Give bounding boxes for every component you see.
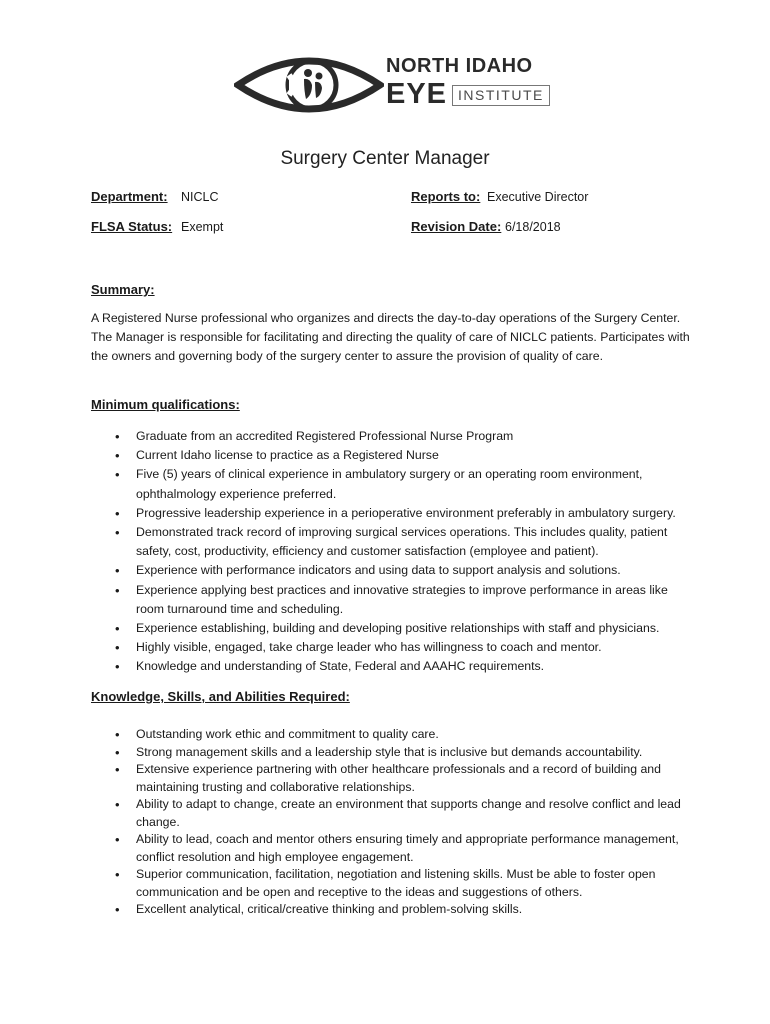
list-item: • Progressive leadership experience in a perioperative environment preferably in ambulatory surgery. [91, 504, 691, 523]
department-label: Department: [91, 189, 168, 204]
list-item: • Ability to lead, coach and mentor others ensuring timely and appropriate performance management, conflict resolution and high employee engagement. [91, 831, 691, 866]
north-idaho-eye-institute-logo [234, 45, 544, 125]
list-item: • Knowledge and understanding of State, Federal and AAAHC requirements. [91, 657, 691, 676]
eye-logo-icon [234, 45, 384, 125]
list-item: • Highly visible, engaged, take charge leader who has willingness to coach and mentor. [91, 638, 691, 657]
list-item: • Experience applying best practices and innovative strategies to improve performance in areas like room turnaround time and scheduling. [91, 581, 691, 619]
flsa-status-value: Exempt [181, 220, 224, 234]
list-item: • Excellent analytical, critical/creative thinking and problem-solving skills. [91, 901, 691, 919]
qualifications-list [91, 427, 691, 677]
list-item: • Five (5) years of clinical experience in ambulatory surgery or an operating room environment, ophthalmology experience preferred. [91, 465, 691, 503]
logo-text-institute: INSTITUTE [452, 85, 550, 106]
logo-text-eye: EYE [386, 78, 448, 110]
list-item: • Extensive experience partnering with other healthcare professionals and a record of building and maintaining trusting and collaborative relationships. [91, 761, 691, 796]
list-item: • Current Idaho license to practice as a Registered Nurse [91, 446, 691, 465]
minimum-qualifications-heading: Minimum qualifications: [91, 397, 240, 412]
list-item: • Experience with performance indicators and using data to support analysis and solutions. [91, 561, 691, 580]
revision-date-value: 6/18/2018 [505, 220, 561, 234]
logo-text-north-idaho: NORTH IDAHO [386, 55, 533, 77]
list-item: • Ability to adapt to change, create an environment that supports change and resolve conflict and lead change. [91, 796, 691, 831]
list-item: • Strong management skills and a leadership style that is inclusive but demands accountability. [91, 744, 691, 762]
summary-heading: Summary: [91, 282, 155, 297]
ksa-heading: Knowledge, Skills, and Abilities Required: [91, 689, 350, 704]
list-item: • Graduate from an accredited Registered Professional Nurse Program [91, 427, 691, 446]
list-item: • Superior communication, facilitation, negotiation and listening skills. Must be able to foster open communication and be open and receptive to the ideas and suggestions of others. [91, 866, 691, 901]
reports-to-label: Reports to: [411, 189, 481, 204]
page-title: Surgery Center Manager [280, 148, 490, 169]
list-item: • Outstanding work ethic and commitment to quality care. [91, 726, 691, 744]
ksa-list [91, 726, 691, 919]
department-value: NICLC [181, 190, 219, 204]
summary-text: A Registered Nurse professional who organizes and directs the day-to-day operations of the Surgery Center. The Manager is responsible for facilitating and directing the quality of care of NICLC patients. Participates with the owners and governing body of the surgery center to assure the provision of quality of care. [91, 311, 690, 363]
flsa-status-label: FLSA Status: [91, 219, 173, 234]
list-item: • Experience establishing, building and developing positive relationships with staff and physicians. [91, 619, 691, 638]
revision-date-label: Revision Date: [411, 219, 502, 234]
list-item: • Demonstrated track record of improving surgical services operations. This includes quality, patient safety, cost, productivity, efficiency and customer satisfaction (employee and patient). [91, 523, 691, 561]
reports-to-value: Executive Director [487, 190, 589, 204]
